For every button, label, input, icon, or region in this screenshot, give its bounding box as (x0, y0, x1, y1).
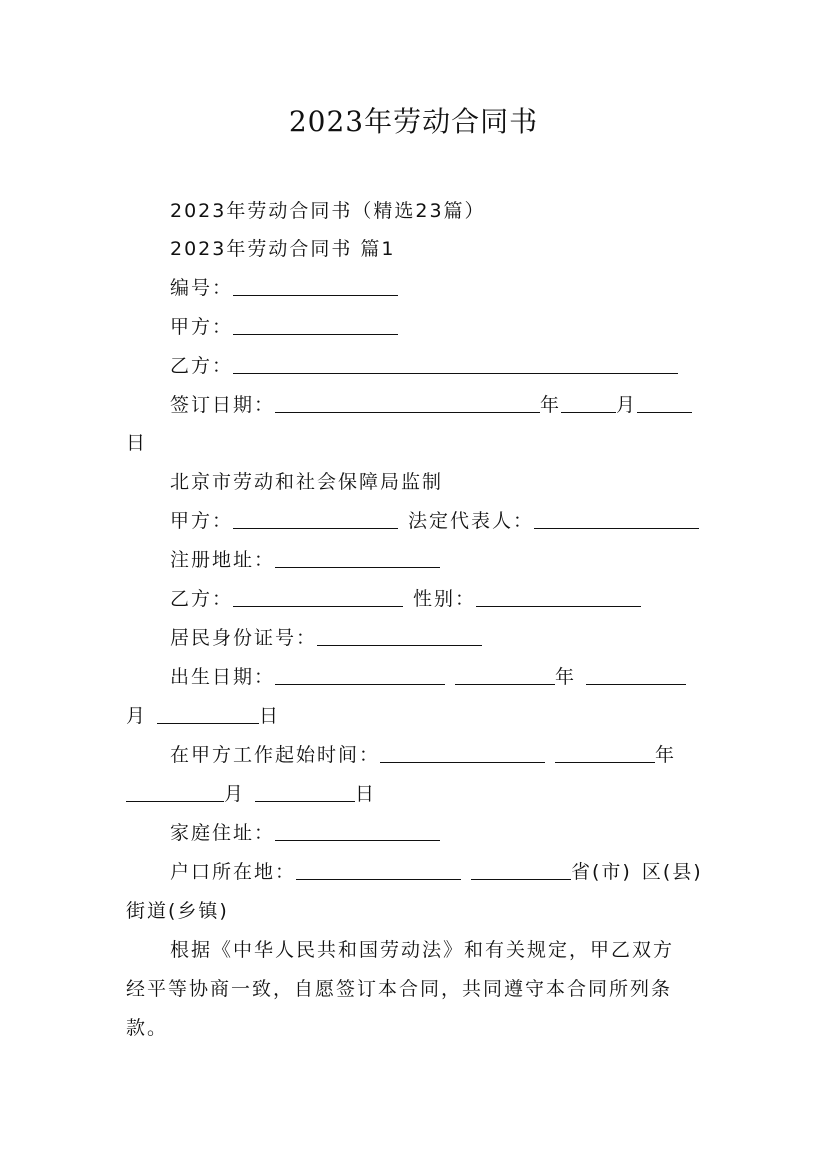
birth-month-blank[interactable] (586, 662, 686, 685)
province-blank[interactable] (471, 857, 571, 880)
party-a-name-blank[interactable] (233, 506, 398, 529)
birth-row-2 (126, 697, 706, 735)
party-a-row (126, 308, 750, 346)
id-row (126, 619, 750, 657)
paragraph-line-1: 根据《中华人民共和国劳动法》和有关规定，甲乙双方 (170, 939, 675, 961)
sign-day-row (126, 424, 706, 462)
birth-blank-1[interactable] (275, 662, 445, 685)
hukou-blank[interactable] (296, 857, 461, 880)
start-day-blank[interactable] (255, 779, 355, 802)
party-a-detail-row (126, 502, 750, 540)
party-b-label-2: 乙方： (170, 588, 234, 610)
birth-day-blank[interactable] (157, 701, 259, 724)
party-b-blank[interactable] (233, 351, 678, 374)
reg-addr-label: 注册地址： (170, 549, 276, 571)
reg-addr-blank[interactable] (275, 545, 440, 568)
bureau-line: 北京市劳动和社会保障局监制 (170, 471, 444, 493)
party-b-detail-row (126, 580, 750, 618)
party-b-row (126, 347, 750, 385)
start-year-label: 年 (655, 744, 677, 766)
birth-month-label: 月 (126, 705, 148, 727)
birth-year-label: 年 (555, 666, 577, 688)
day-blank[interactable] (637, 390, 692, 413)
month-blank[interactable] (561, 390, 616, 413)
home-row (126, 814, 750, 852)
party-b-name-blank[interactable] (233, 584, 403, 607)
month-label: 月 (616, 394, 638, 416)
hukou-row (126, 853, 750, 891)
gender-label: 性别： (413, 588, 477, 610)
birth-row (126, 658, 750, 696)
birth-label: 出生日期： (170, 666, 276, 688)
document-title: 2023年劳动合同书 (288, 105, 539, 138)
province-label: 省(市) (571, 861, 632, 883)
subtitle: 2023年劳动合同书（精选23篇） (170, 200, 486, 222)
start-year-blank[interactable] (555, 740, 655, 763)
start-time-blank[interactable] (380, 740, 545, 763)
id-blank[interactable] (317, 623, 482, 646)
start-month-label: 月 (224, 783, 246, 805)
party-b-label: 乙方： (170, 355, 234, 377)
reg-addr-row (126, 541, 750, 579)
sign-date-row (126, 386, 750, 424)
number-row (126, 269, 750, 307)
id-label: 居民身份证号： (170, 627, 318, 649)
legal-rep-label: 法定代表人： (408, 510, 535, 532)
home-blank[interactable] (275, 818, 440, 841)
number-blank[interactable] (233, 273, 398, 296)
gender-blank[interactable] (476, 584, 641, 607)
home-label: 家庭住址： (170, 822, 276, 844)
paragraph-line-3: 款。 (126, 1017, 169, 1039)
start-time-label: 在甲方工作起始时间： (170, 744, 381, 766)
street-row (126, 892, 706, 930)
number-label: 编号： (170, 277, 234, 299)
start-day-label: 日 (355, 783, 377, 805)
birth-day-label: 日 (259, 705, 281, 727)
party-a-label-2: 甲方： (170, 510, 234, 532)
street-label: 街道(乡镇) (126, 900, 229, 922)
party-a-blank[interactable] (233, 312, 398, 335)
legal-rep-blank[interactable] (534, 506, 699, 529)
day-label: 日 (126, 432, 148, 454)
party-a-label: 甲方： (170, 316, 234, 338)
sign-date-blank[interactable] (275, 390, 540, 413)
year-label: 年 (540, 394, 562, 416)
birth-year-blank[interactable] (455, 662, 555, 685)
section-heading: 2023年劳动合同书 篇1 (170, 238, 396, 260)
district-label: 区(县) (641, 861, 703, 883)
hukou-label: 户口所在地： (170, 861, 297, 883)
paragraph-line-2: 经平等协商一致，自愿签订本合同，共同遵守本合同所列条 (126, 978, 673, 1000)
start-month-blank[interactable] (126, 779, 224, 802)
start-time-row (126, 736, 750, 774)
sign-date-label: 签订日期： (170, 394, 276, 416)
start-time-row-2 (126, 775, 706, 813)
